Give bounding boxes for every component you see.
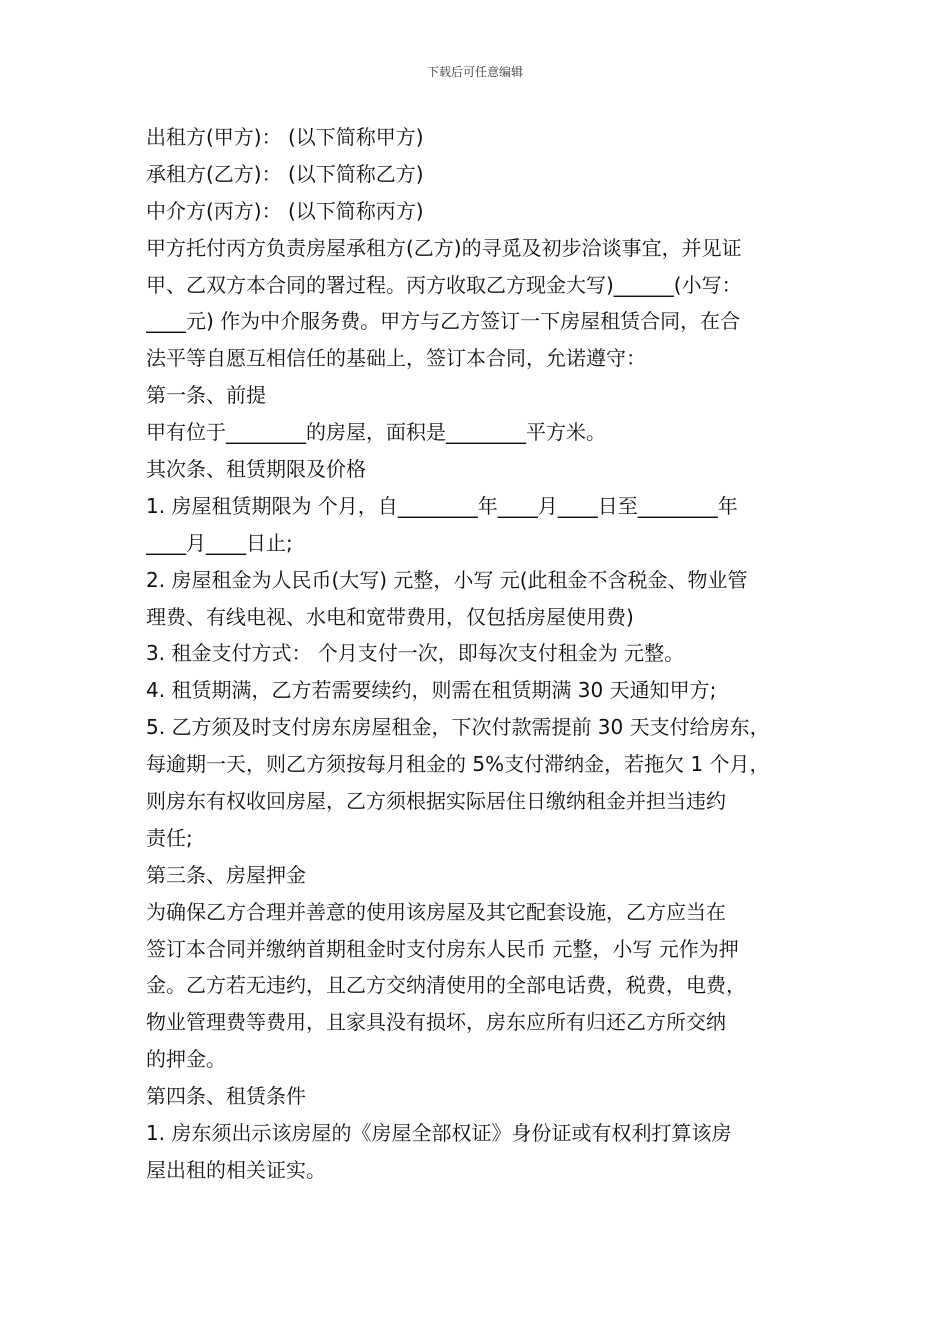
text-line: 出租方(甲方)： (以下简称甲方) xyxy=(146,125,424,149)
text-line: 甲、乙双方本合同的署过程。丙方收取乙方现金大写)______(小写： xyxy=(146,272,742,297)
text-line: 4. 租赁期满，乙方若需要续约，则需在租赁期满 30 天通知甲方; xyxy=(146,678,717,703)
text-line: 甲方托付丙方负责房屋承租方(乙方)的寻觅及初步洽谈事宜，并见证 xyxy=(146,235,742,260)
text-line: 责任; xyxy=(146,825,193,850)
text-line: ____元) 作为中介服务费。甲方与乙方签订一下房屋租赁合同，在合 xyxy=(146,309,741,334)
document-body xyxy=(146,119,826,1189)
page-header: 下载后可任意编辑 xyxy=(426,65,523,79)
section-heading: 其次条、租赁期限及价格 xyxy=(146,457,366,482)
text-line: 金。乙方若无违约，且乙方交纳清使用的全部电话费，税费，电费， xyxy=(146,973,746,998)
section-heading: 第一条、前提 xyxy=(146,383,266,408)
text-line: 法平等自愿互相信任的基础上，签订本合同，允诺遵守： xyxy=(146,346,646,371)
text-line: 签订本合同并缴纳首期租金时支付房东人民币 元整，小写 元作为押 xyxy=(146,936,739,961)
text-line: 物业管理费等费用，且家具没有损坏，房东应所有归还乙方所交纳 xyxy=(146,1010,726,1035)
text-line: 5. 乙方须及时支付房东房屋租金，下次付款需提前 30 天支付给房东， xyxy=(146,715,770,740)
text-line: ____月____日止; xyxy=(146,530,293,555)
text-line: 承租方(乙方)： (以下简称乙方) xyxy=(146,161,424,186)
text-line: 则房东有权收回房屋，乙方须根据实际居住日缴纳租金并担当违约 xyxy=(146,789,726,814)
text-line: 为确保乙方合理并善意的使用该房屋及其它配套设施，乙方应当在 xyxy=(146,899,726,924)
text-line: 每逾期一天，则乙方须按每月租金的 5%支付滞纳金，若拖欠 1 个月， xyxy=(146,752,770,777)
text-line: 中介方(丙方)： (以下简称丙方) xyxy=(146,198,424,223)
section-heading: 第四条、租赁条件 xyxy=(146,1084,306,1109)
text-line: 2. 房屋租金为人民币(大写) 元整，小写 元(此租金不含税金、物业管 xyxy=(146,567,748,592)
text-line: 理费、有线电视、水电和宽带费用，仅包括房屋使用费) xyxy=(146,604,634,629)
text-line: 3. 租金支付方式： 个月支付一次，即每次支付租金为 元整。 xyxy=(146,641,685,666)
text-line: 的押金。 xyxy=(146,1047,226,1072)
text-line: 1. 房东须出示该房屋的《房屋全部权证》身份证或有权利打算该房 xyxy=(146,1121,732,1146)
text-line: 甲有位于________的房屋，面积是________平方米。 xyxy=(146,420,606,445)
text-line: 屋出租的相关证实。 xyxy=(146,1157,326,1182)
section-heading: 第三条、房屋押金 xyxy=(146,862,306,887)
text-line: 1. 房屋租赁期限为 个月，自________年____月____日至________年 xyxy=(146,493,738,518)
